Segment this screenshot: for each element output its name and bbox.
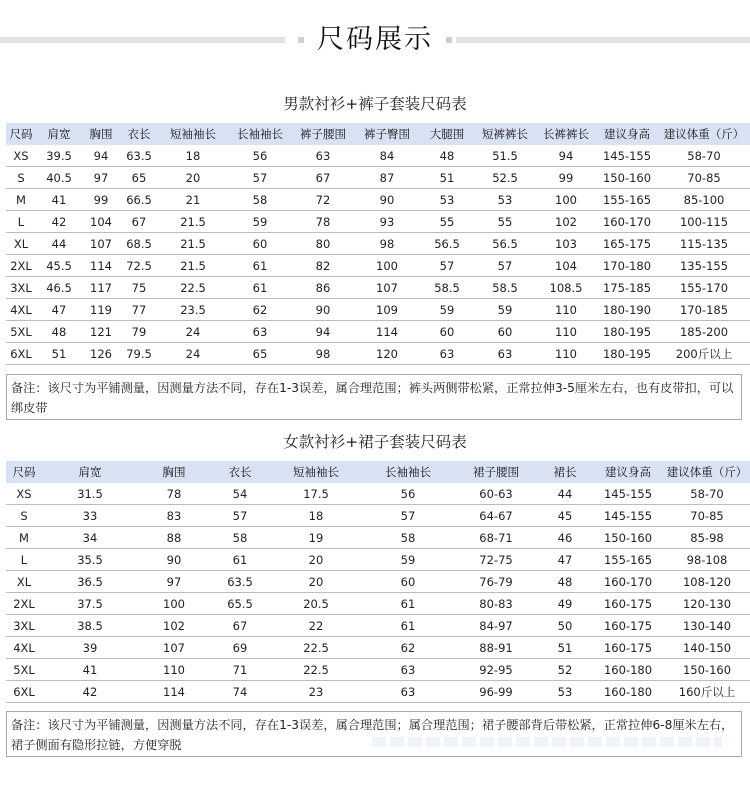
men-table-cell: 44 [36,233,82,255]
men-table-cell: 48 [420,145,474,167]
women-table-row [6,571,750,593]
women-table-cell: 53 [538,681,592,703]
men-table-cell: 65 [120,167,158,189]
women-table-cell: 51 [538,637,592,659]
women-table-cell: 145-155 [592,505,664,527]
women-table-cell: 33 [42,505,138,527]
men-table-cell: 79.5 [120,343,158,365]
women-table-cell: 107 [138,637,210,659]
women-table-cell: 88-91 [454,637,538,659]
women-table-cell: 61 [362,615,454,637]
women-table-cell: 160-175 [592,615,664,637]
women-table-cell: 140-150 [664,637,750,659]
men-table-cell: 72 [292,189,354,211]
women-table-cell: 41 [42,659,138,681]
women-size-label: 3XL [6,615,42,637]
women-table-cell: 42 [42,681,138,703]
men-table-cell: 93 [354,211,420,233]
women-table-cell: 56 [362,483,454,505]
men-table-cell: 57 [228,167,292,189]
men-table-cell: 82 [292,255,354,277]
women-table-row [6,483,750,505]
men-table-cell: 120 [354,343,420,365]
women-column-header: 胸围 [138,461,210,483]
men-table-cell: 24 [158,343,228,365]
men-table-cell: 60 [474,321,536,343]
men-table-cell: 57 [420,255,474,277]
men-table-cell: 59 [228,211,292,233]
women-table-cell: 20 [270,549,362,571]
women-table-cell: 71 [210,659,270,681]
women-table-cell: 74 [210,681,270,703]
women-table-cell: 85-98 [664,527,750,549]
women-table-cell: 92-95 [454,659,538,681]
men-table-cell: 56.5 [474,233,536,255]
men-table-row [6,255,750,277]
men-table-cell: 100 [536,189,596,211]
men-table-title: 男款衬衫+裤子套装尺码表 [283,95,467,113]
men-size-label: 6XL [6,343,36,365]
men-table-cell: 51.5 [474,145,536,167]
men-size-table [6,123,750,365]
men-table-cell: 107 [354,277,420,299]
women-table-cell: 52 [538,659,592,681]
men-table-cell: 87 [354,167,420,189]
men-table-cell: 103 [536,233,596,255]
women-table-cell: 31.5 [42,483,138,505]
women-size-label: XS [6,483,42,505]
women-table-cell: 108-120 [664,571,750,593]
men-table-cell: 55 [474,211,536,233]
men-table-cell: 53 [420,189,474,211]
men-table-cell: 46.5 [36,277,82,299]
men-column-header: 大腿围 [420,123,474,145]
men-table-cell: 67 [292,167,354,189]
women-table-cell: 160-175 [592,637,664,659]
men-table-cell: 185-200 [658,321,750,343]
men-table-row [6,189,750,211]
women-table-cell: 100 [138,593,210,615]
men-table-row [6,277,750,299]
women-table-cell: 76-79 [454,571,538,593]
men-table-cell: 90 [354,189,420,211]
men-table-cell: 63 [292,145,354,167]
men-table-cell: 63.5 [120,145,158,167]
women-table-cell: 70-85 [664,505,750,527]
men-table-cell: 110 [536,343,596,365]
men-table-cell: 175-185 [596,277,658,299]
women-table-cell: 48 [538,571,592,593]
women-table-cell: 63 [362,659,454,681]
men-header-row [6,123,750,145]
women-table-cell: 35.5 [42,549,138,571]
women-table-cell: 50 [538,615,592,637]
women-size-label: S [6,505,42,527]
men-table-cell: 150-160 [596,167,658,189]
women-size-label: 4XL [6,637,42,659]
women-table-cell: 110 [138,659,210,681]
women-size-note: 备注：该尺寸为平铺测量，因测量方法不同，存在1-3误差，属合理范围；属合理范围；裙子腰部背后带松紧，正常拉伸6-8厘米左右，裙子侧面有隐形拉链，方便穿脱 [6,711,742,757]
women-table-cell: 44 [538,483,592,505]
men-table-cell: 170-185 [658,299,750,321]
men-table-cell: 61 [228,277,292,299]
women-table-cell: 68-71 [454,527,538,549]
men-table-cell: 51 [36,343,82,365]
women-table-cell: 34 [42,527,138,549]
men-size-label: 3XL [6,277,36,299]
image-artifact [372,737,722,747]
men-table-cell: 90 [292,299,354,321]
women-table-cell: 57 [362,505,454,527]
men-table-cell: 180-195 [596,343,658,365]
women-column-header: 建议体重（斤） [664,461,750,483]
women-table-cell: 61 [362,593,454,615]
men-table-cell: 23.5 [158,299,228,321]
men-column-header: 肩宽 [36,123,82,145]
men-table-cell: 22.5 [158,277,228,299]
men-table-cell: 135-155 [658,255,750,277]
men-table-cell: 180-190 [596,299,658,321]
women-table-cell: 60-63 [454,483,538,505]
women-table-cell: 39 [42,637,138,659]
men-column-header: 长裤裤长 [536,123,596,145]
women-table-cell: 62 [362,637,454,659]
men-table-cell: 63 [474,343,536,365]
men-table-cell: 65 [228,343,292,365]
men-column-header: 裤子臀围 [354,123,420,145]
men-table-cell: 126 [82,343,120,365]
men-table-cell: 121 [82,321,120,343]
women-size-label: 5XL [6,659,42,681]
women-table-cell: 22.5 [270,659,362,681]
men-size-note: 备注：该尺寸为平铺测量，因测量方法不同，存在1-3误差，属合理范围；裤头两侧带松紧，正常拉伸3-5厘米左右，也有皮带扣，可以绑皮带 [6,374,742,420]
men-table-cell: 107 [82,233,120,255]
men-table-cell: 56.5 [420,233,474,255]
men-table-cell: 48 [36,321,82,343]
women-table-cell: 58 [362,527,454,549]
women-table-cell: 84-97 [454,615,538,637]
men-size-label: XL [6,233,36,255]
women-size-label: L [6,549,42,571]
men-table-cell: 41 [36,189,82,211]
men-table-cell: 119 [82,299,120,321]
women-table-cell: 155-165 [592,549,664,571]
women-table-cell: 54 [210,483,270,505]
men-table-cell: 62 [228,299,292,321]
women-table-row [6,549,750,571]
women-column-header: 长袖袖长 [362,461,454,483]
heading-divider-right [456,37,750,43]
men-table-cell: 55 [420,211,474,233]
women-table-cell: 83 [138,505,210,527]
women-table-cell: 63.5 [210,571,270,593]
men-table-cell: 108.5 [536,277,596,299]
men-table-cell: 56 [228,145,292,167]
women-size-label: M [6,527,42,549]
women-table-cell: 150-160 [592,527,664,549]
women-column-header: 衣长 [210,461,270,483]
men-table-cell: 58-70 [658,145,750,167]
women-table-row [6,505,750,527]
women-table-cell: 120-130 [664,593,750,615]
women-table-cell: 160-175 [592,593,664,615]
men-table-cell: 66.5 [120,189,158,211]
men-column-header: 短裤裤长 [474,123,536,145]
women-table-cell: 19 [270,527,362,549]
women-table-cell: 23 [270,681,362,703]
women-size-label: 6XL [6,681,42,703]
main-heading [0,16,750,66]
women-table-cell: 78 [138,483,210,505]
women-table-cell: 47 [538,549,592,571]
women-table-row [6,527,750,549]
men-table-cell: 80 [292,233,354,255]
men-table-cell: 59 [420,299,474,321]
women-table-cell: 97 [138,571,210,593]
men-table-cell: 94 [82,145,120,167]
men-table-cell: 100 [354,255,420,277]
men-table-row [6,321,750,343]
men-table-cell: 52.5 [474,167,536,189]
women-table-row [6,659,750,681]
men-table-row [6,299,750,321]
men-table-cell: 72.5 [120,255,158,277]
men-table-cell: 21 [158,189,228,211]
men-table-cell: 58.5 [474,277,536,299]
men-table-body [6,145,750,365]
women-table-cell: 61 [210,549,270,571]
men-column-header: 短袖袖长 [158,123,228,145]
men-table-row [6,145,750,167]
women-table-cell: 18 [270,505,362,527]
men-table-cell: 70-85 [658,167,750,189]
women-table-body [6,483,750,703]
men-table-cell: 100-115 [658,211,750,233]
men-column-header: 建议身高 [596,123,658,145]
women-table-cell: 130-140 [664,615,750,637]
women-table-cell: 69 [210,637,270,659]
men-table-cell: 53 [474,189,536,211]
men-table-cell: 20 [158,167,228,189]
men-column-header: 建议体重（斤） [658,123,750,145]
men-table-cell: 77 [120,299,158,321]
men-table-cell: 180-195 [596,321,658,343]
men-table-cell: 160-170 [596,211,658,233]
men-table-cell: 98 [354,233,420,255]
women-table-cell: 57 [210,505,270,527]
men-table-cell: 67 [120,211,158,233]
men-size-label: L [6,211,36,233]
men-table-cell: 99 [536,167,596,189]
men-column-header: 裤子腰围 [292,123,354,145]
women-table-cell: 46 [538,527,592,549]
men-table-cell: 58.5 [420,277,474,299]
men-size-label: XS [6,145,36,167]
women-table-cell: 98-108 [664,549,750,571]
men-table-cell: 79 [120,321,158,343]
men-size-label: S [6,167,36,189]
men-table-cell: 115-135 [658,233,750,255]
men-table-cell: 170-180 [596,255,658,277]
women-table-cell: 150-160 [664,659,750,681]
men-column-header: 胸围 [82,123,120,145]
men-size-label: 5XL [6,321,36,343]
men-size-label: M [6,189,36,211]
men-table-cell: 57 [474,255,536,277]
men-table-cell: 45.5 [36,255,82,277]
men-table-cell: 94 [292,321,354,343]
women-table-cell: 90 [138,549,210,571]
women-table-cell: 20.5 [270,593,362,615]
men-table-cell: 68.5 [120,233,158,255]
women-table-cell: 17.5 [270,483,362,505]
women-column-header: 肩宽 [42,461,138,483]
men-table-cell: 102 [536,211,596,233]
men-table-cell: 51 [420,167,474,189]
women-table-cell: 80-83 [454,593,538,615]
women-table-cell: 65.5 [210,593,270,615]
women-table-cell: 58-70 [664,483,750,505]
men-column-header: 尺码 [6,123,36,145]
women-table-cell: 67 [210,615,270,637]
women-table-row [6,615,750,637]
page-title: 尺码展示 [317,24,433,55]
men-table-cell: 200斤以上 [658,343,750,365]
men-table-cell: 18 [158,145,228,167]
women-table-cell: 160-170 [592,571,664,593]
women-table-cell: 37.5 [42,593,138,615]
men-table-cell: 109 [354,299,420,321]
women-table-cell: 22.5 [270,637,362,659]
women-table-cell: 22 [270,615,362,637]
heading-divider-dot-right [446,37,452,43]
women-header-row [6,461,750,483]
men-table-cell: 99 [82,189,120,211]
men-table-cell: 155-170 [658,277,750,299]
men-table-cell: 117 [82,277,120,299]
women-table-cell: 160-180 [592,681,664,703]
women-table-cell: 72-75 [454,549,538,571]
women-table-cell: 64-67 [454,505,538,527]
women-size-label: XL [6,571,42,593]
men-table-cell: 104 [536,255,596,277]
men-size-label: 2XL [6,255,36,277]
men-table-cell: 40.5 [36,167,82,189]
women-column-header: 尺码 [6,461,42,483]
men-table-cell: 63 [420,343,474,365]
men-table-cell: 94 [536,145,596,167]
men-table-cell: 39.5 [36,145,82,167]
women-table-cell: 45 [538,505,592,527]
women-table-cell: 38.5 [42,615,138,637]
women-table-row [6,681,750,703]
men-table-row [6,167,750,189]
men-table-cell: 63 [228,321,292,343]
men-table-row [6,211,750,233]
men-table-cell: 42 [36,211,82,233]
women-table-row [6,637,750,659]
men-table-row [6,343,750,365]
women-table-cell: 60 [362,571,454,593]
men-table-cell: 60 [420,321,474,343]
men-table-cell: 21.5 [158,211,228,233]
men-table-cell: 85-100 [658,189,750,211]
women-column-header: 建议身高 [592,461,664,483]
men-table-cell: 84 [354,145,420,167]
men-table-cell: 165-175 [596,233,658,255]
men-table-cell: 61 [228,255,292,277]
men-table-cell: 114 [354,321,420,343]
men-table-cell: 78 [292,211,354,233]
women-table-cell: 63 [362,681,454,703]
men-table-cell: 97 [82,167,120,189]
women-table-cell: 160斤以上 [664,681,750,703]
men-table-cell: 104 [82,211,120,233]
women-table-cell: 59 [362,549,454,571]
men-size-label: 4XL [6,299,36,321]
men-table-cell: 21.5 [158,255,228,277]
men-table-cell: 58 [228,189,292,211]
men-table-cell: 114 [82,255,120,277]
men-table-cell: 21.5 [158,233,228,255]
women-table-cell: 145-155 [592,483,664,505]
men-table-cell: 86 [292,277,354,299]
men-table-cell: 60 [228,233,292,255]
men-table-cell: 59 [474,299,536,321]
women-table-cell: 58 [210,527,270,549]
women-table-cell: 49 [538,593,592,615]
men-table-cell: 24 [158,321,228,343]
men-table-cell: 98 [292,343,354,365]
men-column-header: 长袖袖长 [228,123,292,145]
men-table-cell: 145-155 [596,145,658,167]
women-size-label: 2XL [6,593,42,615]
women-table-cell: 88 [138,527,210,549]
women-table-cell: 20 [270,571,362,593]
men-table-cell: 75 [120,277,158,299]
men-table-cell: 110 [536,321,596,343]
women-table-cell: 114 [138,681,210,703]
men-column-header: 衣长 [120,123,158,145]
men-table-cell: 47 [36,299,82,321]
women-column-header: 裙长 [538,461,592,483]
women-table-cell: 160-180 [592,659,664,681]
women-table-cell: 102 [138,615,210,637]
women-column-header: 短袖袖长 [270,461,362,483]
women-table-title: 女款衬衫+裙子套装尺码表 [283,433,467,451]
women-table-row [6,593,750,615]
men-table-cell: 110 [536,299,596,321]
women-column-header: 裙子腰围 [454,461,538,483]
women-table-cell: 96-99 [454,681,538,703]
men-table-row [6,233,750,255]
women-size-table [6,461,750,703]
men-table-cell: 155-165 [596,189,658,211]
women-table-cell: 36.5 [42,571,138,593]
